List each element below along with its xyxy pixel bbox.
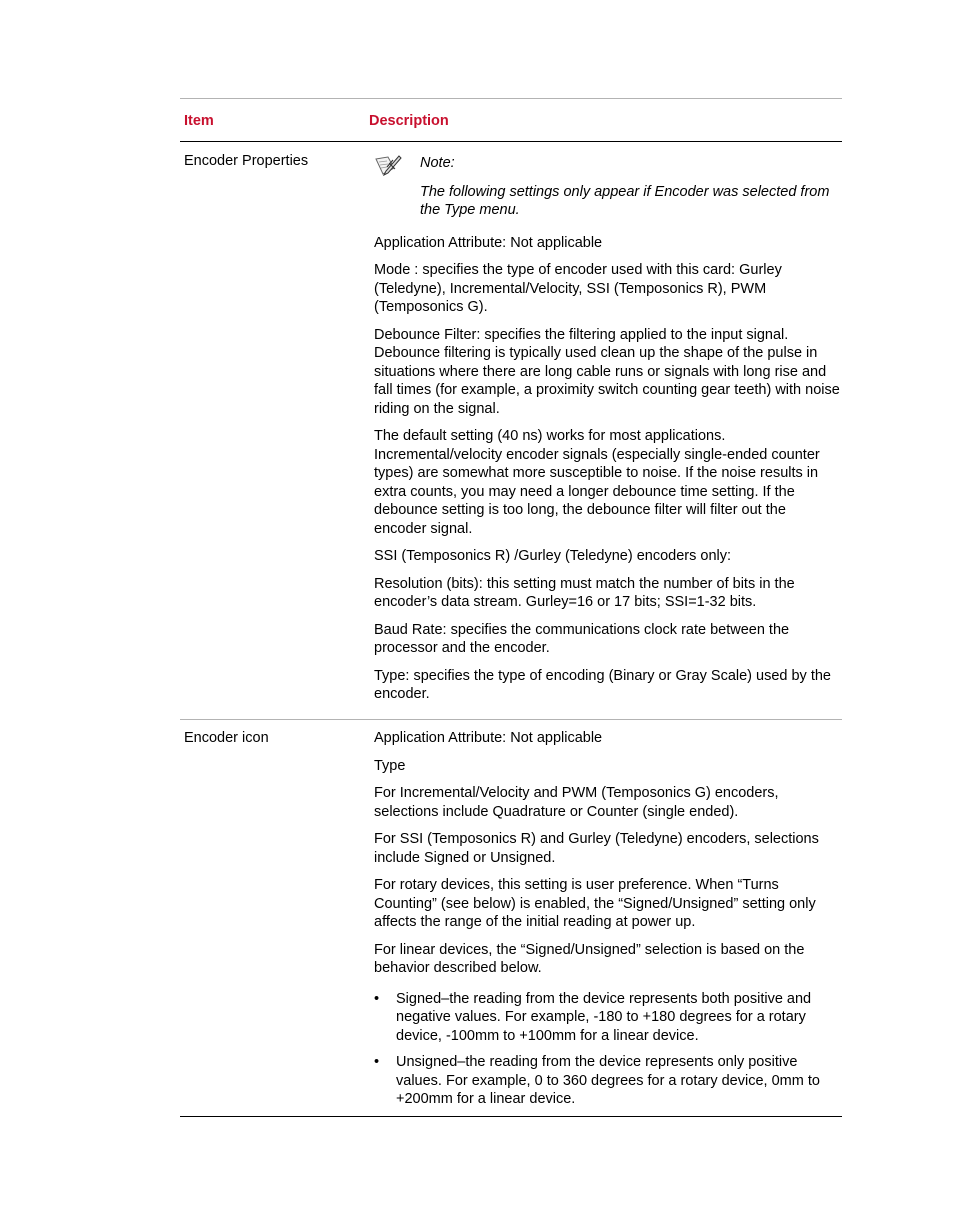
bullet-marker: • <box>374 990 380 1007</box>
header-item-cell <box>180 99 365 141</box>
list-item-text: Unsigned–the reading from the device represents only positive values. For example, 0 to 360 degrees for a rotary device, 0mm to +200mm for a linear device. <box>396 1054 820 1107</box>
bullet-list <box>374 990 842 1109</box>
paragraph: Type <box>374 757 406 774</box>
bullet-marker: • <box>374 1054 380 1070</box>
item-cell: Encoder icon <box>184 730 269 746</box>
paragraph: Type: specifies the type of encoding (Binary or Gray Scale) used by the encoder. <box>374 667 831 702</box>
paragraph: For SSI (Temposonics R) and Gurley (Teledyne) encoders, selections include Signed or Unsigned. <box>374 831 819 866</box>
description-cell <box>365 720 842 1116</box>
note-label: Note: <box>420 155 455 171</box>
paragraph: For rotary devices, this setting is user preference. When “Turns Counting” (see below) is enabled, the “Signed/Unsigned” setting only affects the range of the initial reading at power up. <box>374 877 816 930</box>
list-item-text: Signed–the reading from the device represents both positive and negative values. For example, -180 to +180 degrees for a rotary device, -100mm to +100mm for a linear device. <box>396 990 812 1044</box>
description-cell <box>365 142 842 719</box>
note-block <box>374 142 842 220</box>
note-body: The following settings only appear if Encoder was selected from the Type menu. <box>420 183 830 218</box>
note-text <box>420 154 842 220</box>
list-item <box>374 990 842 1046</box>
paragraph: SSI (Temposonics R) /Gurley (Teledyne) encoders only: <box>374 548 732 564</box>
properties-table <box>180 98 842 1117</box>
paragraph: Debounce Filter: specifies the filtering applied to the input signal. Debounce filtering is typically used clean up the shape of the pulse in situations where there are long cable runs or signals with long rise and fall times (for example, a proximity switch counting gear teeth) with noise riding on the signal. <box>374 326 840 417</box>
paragraph: Mode : specifies the type of encoder used with this card: Gurley (Teledyne), Incremental/Velocity, SSI (Temposonics R), PWM (Temposonics G). <box>374 262 782 315</box>
paragraph: Application Attribute: Not applicable <box>374 234 603 251</box>
paragraph: Baud Rate: specifies the communications clock rate between the processor and the encoder. <box>374 621 790 656</box>
paragraph: The default setting (40 ns) works for most applications. Incremental/velocity encoder signals (especially single-ended counter types) are somewhat more susceptible to noise. If the noise results in extra counts, you may need a longer debounce time setting. If the debounce setting is too long, the debounce filter will filter out the encoder signal. <box>374 428 820 537</box>
paragraph: For linear devices, the “Signed/Unsigned” selection is based on the behavior described below. <box>374 941 805 976</box>
table-row <box>180 142 842 720</box>
paragraph: For Incremental/Velocity and PWM (Temposonics G) encoders, selections include Quadrature or Counter (single ended). <box>374 785 779 820</box>
header-description: Description <box>369 113 449 129</box>
paragraph: Resolution (bits): this setting must match the number of bits in the encoder’s data stream. Gurley=16 or 17 bits; SSI=1-32 bits. <box>374 575 795 610</box>
paragraph: Application Attribute: Not applicable <box>374 730 603 746</box>
table-row <box>180 720 842 1117</box>
note-pencil-icon <box>374 154 420 220</box>
header-description-cell <box>365 99 449 141</box>
header-item: Item <box>184 113 214 129</box>
list-item <box>374 1053 842 1109</box>
table-header <box>180 99 842 142</box>
item-cell: Encoder Properties <box>184 153 309 169</box>
